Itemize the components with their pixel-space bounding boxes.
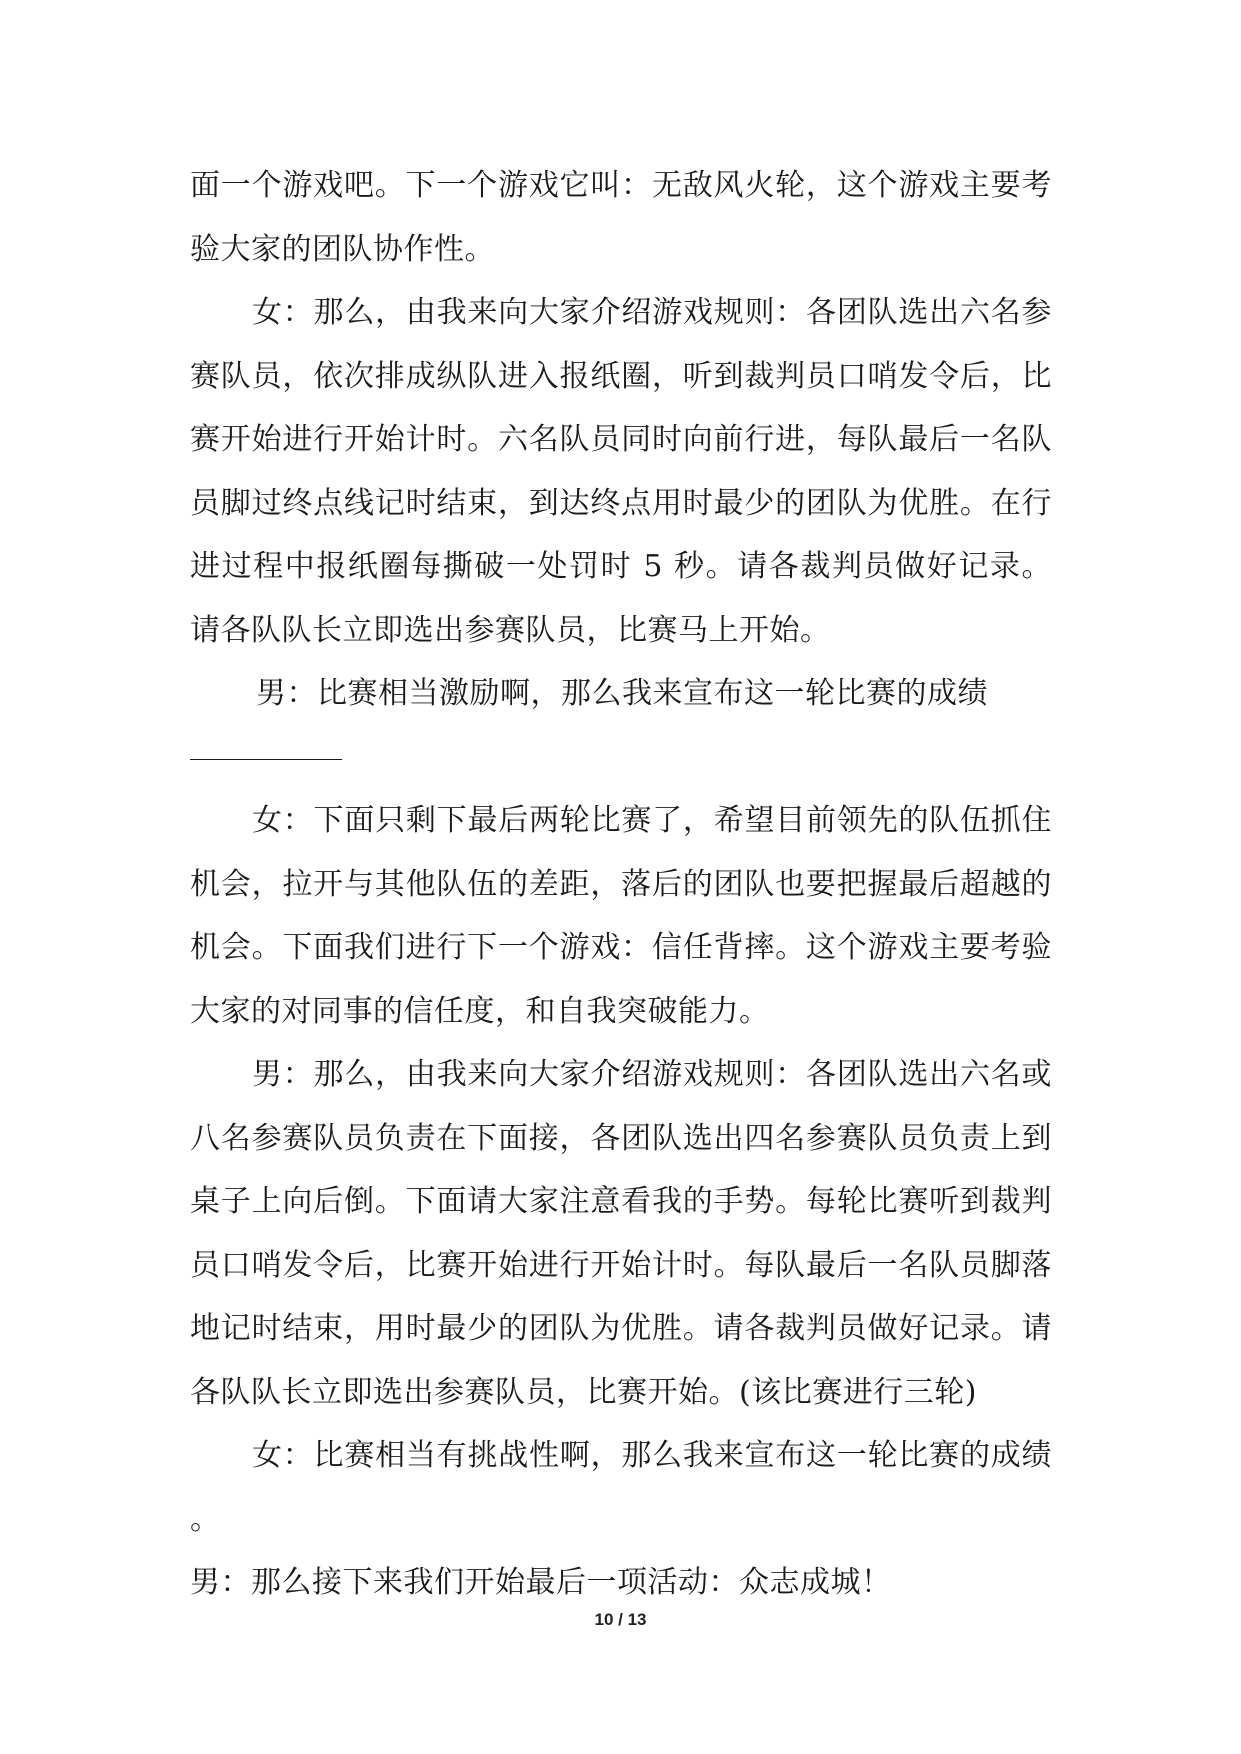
paragraph-final-activity: 男：那么接下来我们开始最后一项活动：众志成城！ — [190, 1565, 892, 1600]
blank-underline — [190, 726, 1052, 790]
page-number: 10 / 13 — [594, 1610, 647, 1629]
paragraph-announce-results-2: 女：比赛相当有挑战性啊，那么我来宣布这一轮比赛的成绩。 — [190, 1438, 1052, 1537]
paragraph-rules-trust-fall: 男：那么，由我来向大家介绍游戏规则：各团队选出六名或八名参赛队员负责在下面接，各团队选出四名参赛队员负责上到桌子上向后倒。下面请大家注意看我的手势。每轮比赛听到裁判员口哨发令后，比赛开始进行开始计时。每队最后一名队员脚落地记时结束，用时最少的团队为优胜。请各裁判员做好记录。请各队队长立即选出参赛队员，比赛开始。(该比赛进行三轮) — [190, 1057, 1052, 1410]
document-body — [190, 154, 1052, 1615]
paragraph-game-intro: 面一个游戏吧。下一个游戏它叫：无敌风火轮，这个游戏主要考验大家的团队协作性。 — [190, 168, 1052, 267]
paragraph-announce-results: 男：比赛相当激励啊，那么我来宣布这一轮比赛的成绩 — [256, 676, 988, 711]
paragraph-rules-fire-wheel: 女：那么，由我来向大家介绍游戏规则：各团队选出六名参赛队员，依次排成纵队进入报纸圈，听到裁判员口哨发令后，比赛开始进行开始计时。六名队员同时向前行进，每队最后一名队员脚过终点线记时结束，到达终点用时最少的团队为优胜。在行进过程中报纸圈每撕破一处罚时 5 秒。请各裁判员做好记录。请各队队长立即选出参赛队员，比赛马上开始。 — [190, 295, 1052, 648]
paragraph-trust-fall-intro: 女：下面只剩下最后两轮比赛了，希望目前领先的队伍抓住机会，拉开与其他队伍的差距，落后的团队也要把握最后超越的机会。下面我们进行下一个游戏：信任背摔。这个游戏主要考验大家的对同事的信任度，和自我突破能力。 — [190, 803, 1052, 1029]
